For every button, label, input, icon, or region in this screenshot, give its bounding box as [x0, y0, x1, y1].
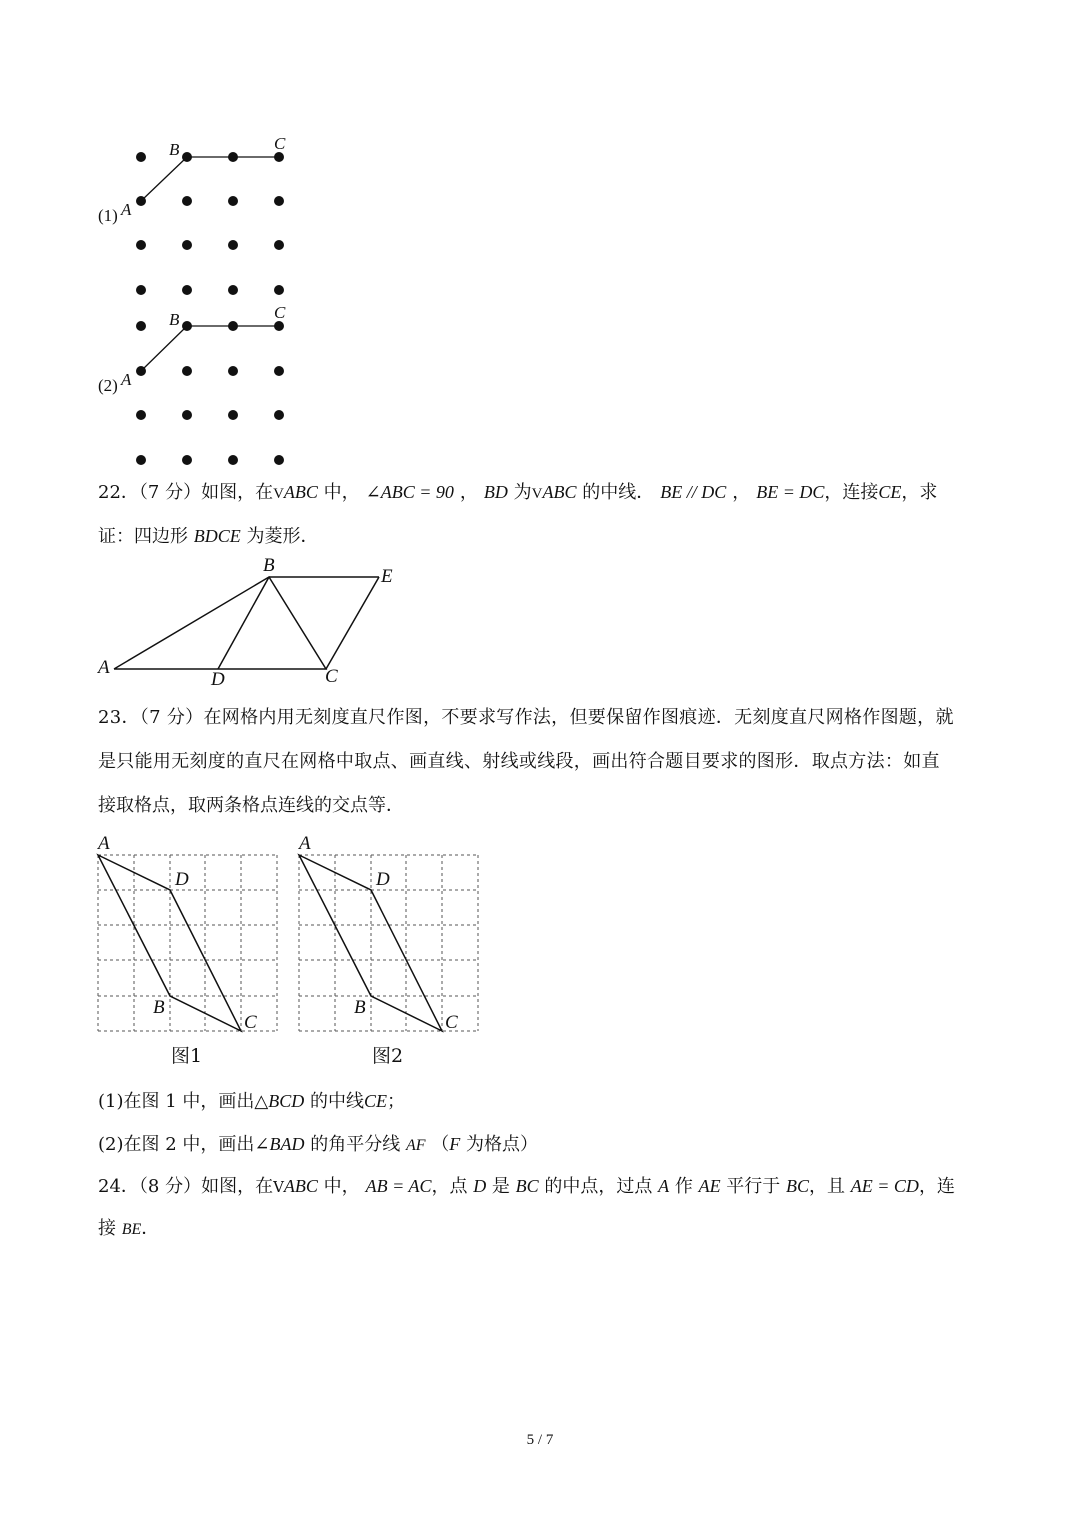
label-c: C	[274, 303, 286, 322]
caption-fig1: 图1	[171, 1045, 203, 1067]
q23-line-1: 23．（7 分）在网格内用无刻度直尺作图，不要求写作法，但要保留作图痕迹．无刻度直尺网格作图题，就	[98, 707, 954, 728]
label-a: A	[98, 833, 110, 854]
part-label-1: (1)	[98, 206, 118, 225]
label-a: A	[121, 200, 132, 219]
q23-line-3: 接取格点，取两条格点连线的交点等．	[98, 795, 404, 816]
label-b: B	[169, 310, 180, 329]
label-b: B	[354, 997, 366, 1018]
label-c: C	[274, 134, 286, 153]
q23-sub-2: (2)在图 2 中，画出∠BAD 的角平分线 AF （F 为格点）	[98, 1134, 538, 1155]
q23-sub-1: (1)在图 1 中，画出△BCD 的中线CE；	[98, 1091, 405, 1112]
part-label-2: (2)	[98, 376, 118, 395]
q22-line-2: 证：四边形 BDCE 为菱形．	[98, 526, 319, 547]
label-a: A	[299, 833, 311, 854]
label-b: B	[263, 555, 275, 576]
q23-line-2: 是只能用无刻度的直尺在网格中取点、画直线、射线或线段，画出符合题目要求的图形．取点方法：如直	[98, 751, 940, 772]
label-d: D	[211, 669, 225, 690]
label-b: B	[169, 140, 180, 159]
label-e: E	[381, 566, 393, 587]
page-number: 5 / 7	[526, 1432, 554, 1448]
label-a: A	[121, 370, 132, 389]
q24-line-2: 接 BE．	[98, 1218, 160, 1239]
label-a: A	[98, 657, 110, 678]
label-c: C	[445, 1012, 458, 1033]
caption-fig2: 图2	[372, 1045, 404, 1067]
label-b: B	[153, 997, 165, 1018]
label-d: D	[175, 869, 189, 890]
label-d: D	[376, 869, 390, 890]
label-c: C	[325, 666, 338, 687]
q24-line-1: 24．（8 分）如图，在VABC 中， AB = AC，点 D 是 BC 的中点，过点 A 作 AE 平行于 BC，且 AE = CD，连	[98, 1176, 955, 1197]
label-c: C	[244, 1012, 257, 1033]
q22-line-1: 22．（7 分）如图，在VABC 中， ∠ABC = 90 ， BD 为VABC 的中线． BE // DC ， BE = DC，连接CE，求	[98, 482, 938, 503]
